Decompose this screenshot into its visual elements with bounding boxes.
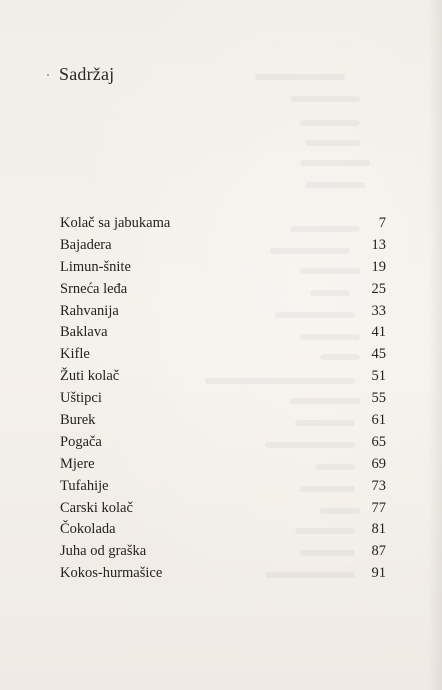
toc-entry-page-number: 77	[371, 499, 386, 516]
toc-entry-page-number: 69	[371, 455, 386, 472]
toc-entry	[60, 344, 386, 366]
page-mark-dot	[47, 74, 49, 76]
toc-entry-page-number: 73	[371, 477, 386, 494]
toc-entry-title: Kolač sa jabukama	[60, 215, 171, 231]
toc-entry-page-number: 65	[371, 433, 386, 450]
toc-entry-page-number: 51	[371, 368, 386, 385]
toc-entry-page-number: 41	[371, 324, 386, 341]
toc-entry-title: Uštipci	[60, 390, 102, 407]
table-of-contents	[60, 213, 386, 585]
toc-entry	[60, 235, 386, 257]
toc-entry	[60, 410, 386, 432]
toc-entry-title: Čokolada	[60, 521, 116, 538]
toc-entry-page-number: 87	[371, 543, 386, 560]
toc-entry	[60, 563, 386, 585]
toc-entry	[60, 519, 386, 541]
toc-entry	[60, 541, 386, 563]
toc-entry	[60, 301, 386, 323]
toc-entry-page-number: 55	[371, 390, 386, 407]
toc-entry-title: Burek	[60, 412, 96, 429]
toc-entry-title: Mjere	[60, 455, 95, 472]
toc-entry	[60, 454, 386, 476]
toc-entry-title: Rahvanija	[60, 302, 119, 319]
toc-entry	[60, 388, 386, 410]
toc-entry-title: Kokos-hurmašice	[60, 565, 163, 582]
toc-entry	[60, 476, 386, 498]
page-title: Sadržaj	[59, 64, 115, 84]
toc-entry-title: Baklava	[60, 324, 108, 341]
toc-entry-title: Kifle	[60, 346, 90, 363]
toc-entry-title: Tufahije	[60, 477, 109, 494]
toc-entry-page-number: 33	[371, 302, 386, 319]
toc-entry-title: Limun-šnite	[60, 258, 131, 275]
toc-entry-page-number: 81	[371, 521, 386, 538]
toc-entry-title: Juha od graška	[60, 543, 147, 560]
toc-entry	[60, 322, 386, 344]
toc-entry-page-number: 7	[378, 215, 386, 231]
toc-entry-page-number: 19	[371, 258, 386, 275]
toc-entry-page-number: 91	[371, 565, 386, 582]
toc-entry	[60, 366, 386, 388]
toc-entry-page-number: 61	[371, 412, 386, 429]
toc-entry	[60, 257, 386, 279]
toc-entry-page-number: 13	[371, 236, 386, 253]
toc-entry	[60, 498, 386, 520]
toc-entry-title: Žuti kolač	[60, 368, 120, 385]
page-edge-shadow	[428, 0, 442, 690]
toc-entry	[60, 213, 386, 235]
toc-entry	[60, 279, 386, 301]
toc-entry-title: Pogača	[60, 433, 102, 450]
toc-entry-page-number: 45	[371, 346, 386, 363]
toc-entry-page-number: 25	[371, 280, 386, 297]
toc-entry-title: Carski kolač	[60, 499, 133, 516]
toc-entry	[60, 432, 386, 454]
toc-entry-title: Srneća leđa	[60, 280, 128, 297]
toc-entry-title: Bajadera	[60, 236, 112, 253]
